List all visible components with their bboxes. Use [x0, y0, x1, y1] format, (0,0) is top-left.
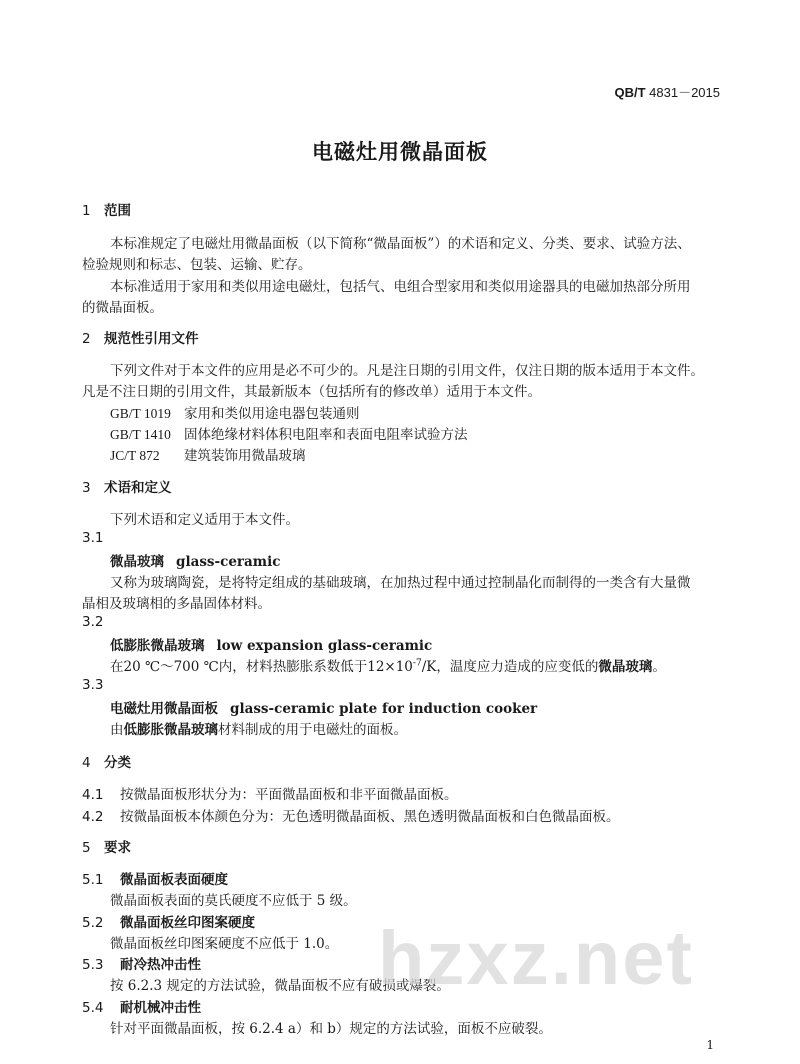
term-definition-line-2: 晶相及玻璃相的多晶固体材料。 [82, 596, 271, 612]
term-number: 3.3 [82, 677, 104, 693]
term-number: 3.2 [82, 614, 104, 630]
document-title: 电磁灶用微晶面板 [312, 140, 488, 164]
term-heading: 低膨胀微晶玻璃 low expansion glass-ceramic [110, 638, 433, 654]
term-heading: 电磁灶用微晶面板 glass-ceramic plate for induction cooker [110, 701, 538, 717]
requirement-text: 微晶面板表面的莫氏硬度不应低于 5 级。 [110, 893, 357, 909]
requirement-heading: 5.1 微晶面板表面硬度 [82, 872, 228, 888]
requirement-heading: 5.4 耐机械冲击性 [82, 1000, 201, 1016]
s2-paragraph-line-1: 下列文件对于本文件的应用是必不可少的。凡是注日期的引用文件，仅注日期的版本适用于本文件。 [110, 363, 704, 379]
section-3-heading: 3 术语和定义 [82, 480, 172, 496]
reference-item: JC/T 872 建筑装饰用微晶玻璃 [110, 448, 306, 464]
standard-number: QB/T 4831－2015 [614, 85, 720, 100]
term-heading: 微晶玻璃 glass-ceramic [110, 554, 281, 570]
section-5-heading: 5 要求 [82, 840, 131, 856]
section-1-heading: 1 范围 [82, 203, 131, 219]
requirement-heading: 5.2 微晶面板丝印图案硬度 [82, 915, 255, 931]
reference-item: GB/T 1019 家用和类似用途电器包装通则 [110, 406, 360, 422]
section-2-heading: 2 规范性引用文件 [82, 331, 199, 347]
page-number: 1 [706, 1038, 714, 1052]
term-definition-line-1: 在20 ℃～700 ℃内，材料热膨胀系数低于$12\times 10^{-7}/K$，温度应力造成的应变低的微晶玻璃。 [110, 658, 666, 675]
watermark: hzxz.net [378, 916, 694, 1001]
s1-paragraph-1-line-1: 本标准规定了电磁灶用微晶面板（以下简称“微晶面板”）的术语和定义、分类、要求、试验方法、 [110, 236, 691, 252]
s1-paragraph-2-line-2: 的微晶面板。 [82, 300, 163, 316]
classification-item: 4.2 按微晶面板本体颜色分为：无色透明微晶面板、黑色透明微晶面板和白色微晶面板。 [82, 809, 620, 825]
requirement-text: 微晶面板丝印图案硬度不应低于 1.0。 [110, 936, 339, 952]
term-definition-line-1: 由低膨胀微晶玻璃材料制成的用于电磁灶的面板。 [110, 722, 407, 738]
s1-paragraph-1-line-2: 检验规则和标志、包装、运输、贮存。 [82, 257, 312, 273]
requirement-text: 针对平面微晶面板，按 6.2.4 a）和 b）规定的方法试验，面板不应破裂。 [110, 1021, 552, 1037]
term-definition-line-1: 又称为玻璃陶瓷，是将特定组成的基础玻璃，在加热过程中通过控制晶化而制得的一类含有大量微 [110, 575, 691, 591]
reference-item: GB/T 1410 固体绝缘材料体积电阻率和表面电阻率试验方法 [110, 427, 468, 443]
classification-item: 4.1 按微晶面板形状分为：平面微晶面板和非平面微晶面板。 [82, 787, 458, 803]
requirement-text: 按 6.2.3 规定的方法试验，微晶面板不应有破损或爆裂。 [110, 978, 450, 994]
term-number: 3.1 [82, 530, 104, 546]
s3-intro: 下列术语和定义适用于本文件。 [110, 512, 299, 528]
requirement-heading: 5.3 耐冷热冲击性 [82, 957, 201, 973]
s1-paragraph-2-line-1: 本标准适用于家用和类似用途电磁灶，包括气、电组合型家用和类似用途器具的电磁加热部分所用 [110, 279, 691, 295]
section-4-heading: 4 分类 [82, 755, 131, 771]
s2-paragraph-line-2: 凡是不注日期的引用文件，其最新版本（包括所有的修改单）适用于本文件。 [82, 384, 541, 400]
